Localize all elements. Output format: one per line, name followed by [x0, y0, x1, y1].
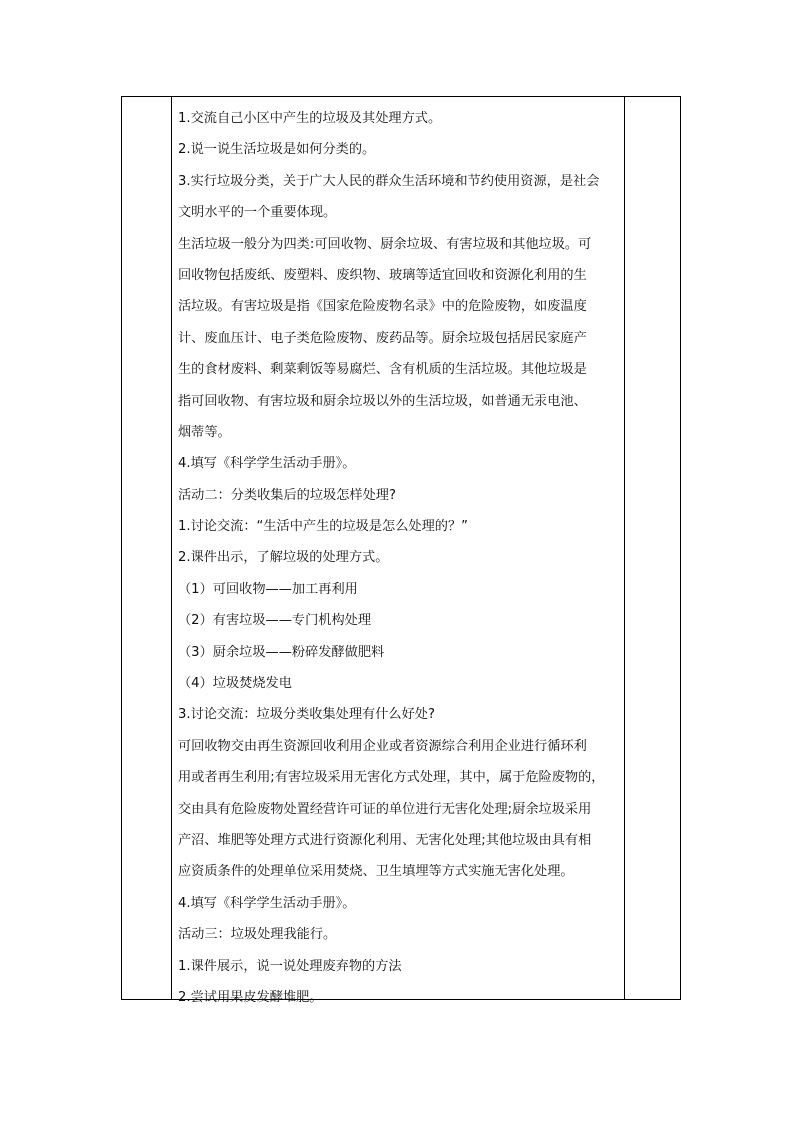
text-line: 产沼、堆肥等处理方式进行资源化利用、无害化处理;其他垃圾由具有相: [178, 832, 592, 848]
text-line: 4.填写《科学学生活动手册》。: [178, 456, 356, 472]
text-line: 1.讨论交流：“生活中产生的垃圾是怎么处理的？”: [178, 519, 468, 535]
text-line: 3.实行垃圾分类，关于广大人民的群众生活环境和节约使用资源，是社会: [178, 173, 600, 189]
text-line: 1.交流自己小区中产生的垃圾及其处理方式。: [178, 111, 442, 126]
text-line: 指可回收物、有害垃圾和厨余垃圾以外的生活垃圾，如普通无汞电池、: [178, 393, 587, 409]
text-line: 回收物包括废纸、废塑料、废织物、玻璃等适宜回收和资源化利用的生: [178, 267, 587, 283]
content-cell: [172, 97, 624, 1005]
text-line: 2.课件出示，了解垃圾的处理方式。: [178, 550, 389, 566]
lesson-table: [121, 96, 681, 1005]
text-line: （3）厨余垃圾——粉碎发酵做肥料: [178, 644, 385, 660]
text-line: 活动三：垃圾处理我能行。: [178, 927, 337, 943]
text-line: 4.填写《科学学生活动手册》。: [178, 895, 356, 911]
text-line: 活动二：分类收集后的垃圾怎样处理?: [178, 487, 396, 503]
text-line: 应资质条件的处理单位采用焚烧、卫生填埋等方式实施无害化处理。: [178, 864, 574, 880]
text-line: 3.讨论交流：垃圾分类收集处理有什么好处?: [178, 707, 435, 723]
text-line: 1.课件展示，说一说处理废弃物的方法: [178, 958, 402, 974]
text-line: 文明水平的一个重要体现。: [178, 205, 337, 221]
text-line: 可回收物交由再生资源回收利用企业或者资源综合利用企业进行循环利: [178, 738, 587, 754]
text-line: 烟蒂等。: [178, 424, 231, 440]
text-line: （4）垃圾焚烧发电: [178, 676, 292, 692]
text-line: 2.说一说生活垃圾是如何分类的。: [178, 142, 376, 158]
text-line: 2.尝试用果皮发酵堆肥。: [178, 989, 323, 1005]
text-line: 计、废血压计、电子类危险废物、废药品等。厨余垃圾包括居民家庭产: [178, 330, 587, 346]
text-line: 交由具有危险废物处置经营许可证的单位进行无害化处理;厨余垃圾采用: [178, 801, 592, 817]
right-column-cell: [624, 97, 680, 999]
text-line: （2）有害垃圾——专门机构处理: [178, 613, 372, 629]
text-line: 生的食材废料、剩菜剩饭等易腐烂、含有机质的生活垃圾。其他垃圾是: [178, 362, 587, 378]
text-line: 生活垃圾一般分为四类:可回收物、厨余垃圾、有害垃圾和其他垃圾。可: [178, 236, 592, 252]
text-line: （1）可回收物——加工再利用: [178, 581, 358, 597]
text-line: 用或者再生利用;有害垃圾采用无害化方式处理，其中，属于危险废物的，: [178, 770, 605, 786]
left-column-cell: [122, 97, 172, 999]
text-line: 活垃圾。有害垃圾是指《国家危险废物名录》中的危险废物，如废温度: [178, 299, 587, 315]
